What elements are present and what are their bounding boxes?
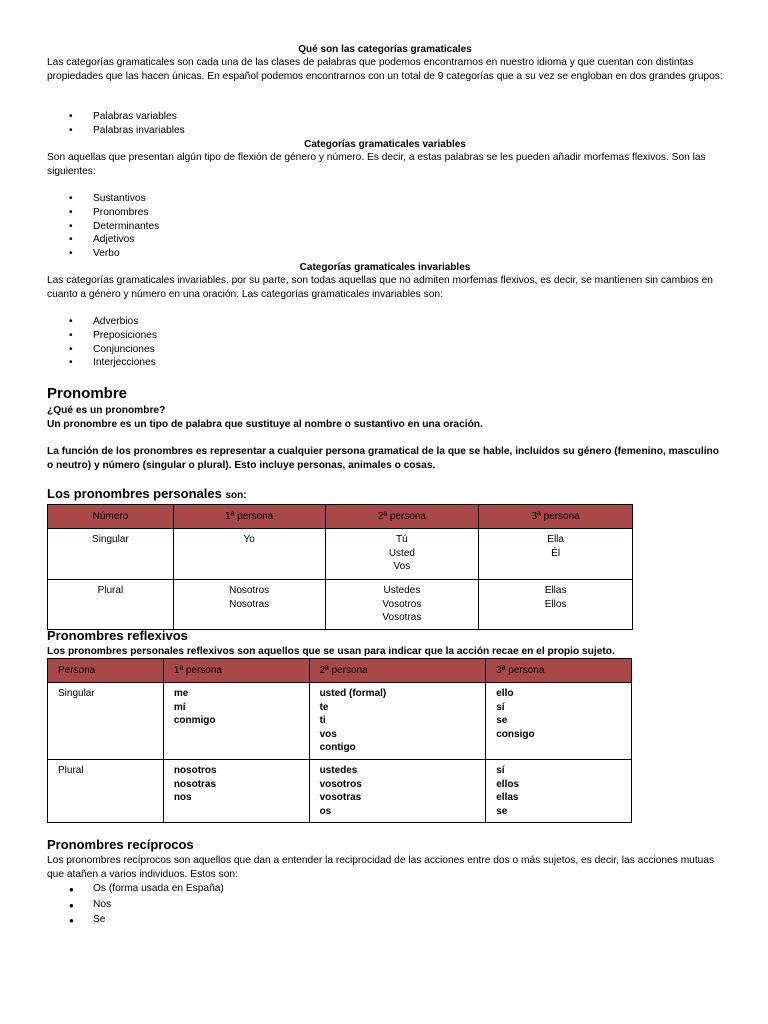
cell-line: Ellas xyxy=(544,585,567,596)
cell-line: Ellos xyxy=(544,598,567,610)
cell-line: Ella xyxy=(547,534,564,545)
table-cell xyxy=(325,580,479,630)
pronombre-heading: Pronombre xyxy=(47,385,128,402)
reflexivos-table xyxy=(47,658,632,823)
table-cell xyxy=(486,683,632,760)
table-cell xyxy=(486,760,632,823)
table-cell: Singular xyxy=(48,683,164,760)
table-row xyxy=(48,683,632,760)
list-item: • Interjecciones xyxy=(47,356,157,370)
table-header-cell: 3ª persona xyxy=(479,505,633,529)
cell-line: consigo xyxy=(496,728,535,740)
list-item: • Adjetivos xyxy=(47,233,159,247)
list-item: • Adverbios xyxy=(47,315,157,329)
list-item: • Verbo xyxy=(47,247,159,261)
pronombre-function: La función de los pronombres es representar a cualquier persona gramatical de la que se hable, incluidos su género (femenino, masculino o neutro) y número (singular o plural). Esto incluye personas, animales o cosas. xyxy=(47,446,719,471)
table-header-cell: Número xyxy=(48,505,174,529)
table-cell xyxy=(325,529,479,580)
cell-line: te xyxy=(319,701,329,713)
table-row xyxy=(48,580,633,630)
table-header-row xyxy=(48,659,632,683)
cell-line: sí xyxy=(496,765,505,776)
cell-line: Vosotros xyxy=(382,598,422,610)
table-cell xyxy=(163,760,309,823)
cell-line: se xyxy=(496,805,508,817)
cell-line: Nosotras xyxy=(229,598,270,610)
table-header-cell: 2ª persona xyxy=(309,659,486,683)
variables-title: Categorías gramaticales variables xyxy=(304,139,466,150)
intro-title: Qué son las categorías gramaticales xyxy=(298,44,472,55)
variables-text: Son aquellas que presentan algún tipo de flexión de género y número. Es decir, a estas palabras se les pueden añadir morfemas flexivos. Son las siguientes: xyxy=(47,152,706,177)
table-cell: Plural xyxy=(48,760,164,823)
cell-line: vos xyxy=(319,728,337,740)
table-cell xyxy=(309,683,486,760)
table-row xyxy=(48,529,633,580)
list-item: • Pronombres xyxy=(47,206,159,220)
cell-line: ellas xyxy=(496,792,519,803)
list-item: • Sustantivos xyxy=(47,192,159,206)
cell-line: Vosotras xyxy=(382,612,422,623)
reflexivos-heading: Pronombres reflexivos xyxy=(47,628,188,643)
cell-line: ellos xyxy=(496,778,520,790)
invariables-list xyxy=(47,315,157,370)
table-header-cell: 2ª persona xyxy=(325,505,479,529)
cell-line: vosotros xyxy=(319,778,362,790)
cell-line: os xyxy=(319,805,332,817)
reciprocos-heading: Pronombres recíprocos xyxy=(47,837,194,852)
list-item: ● Nos xyxy=(47,897,224,913)
list-item: ● Os (forma usada en España) xyxy=(47,881,224,897)
table-cell xyxy=(479,529,633,580)
list-item: ● Se xyxy=(47,912,224,928)
cell-line: se xyxy=(496,715,508,726)
pronombre-answer: Un pronombre es un tipo de palabra que sustituye al nombre o sustantivo en una oración. xyxy=(47,419,483,430)
cell-line: nosotros xyxy=(173,765,217,776)
list-item: • Conjunciones xyxy=(47,343,157,357)
cell-line: usted (formal) xyxy=(319,688,387,699)
table-cell xyxy=(479,580,633,630)
table-row xyxy=(48,760,632,823)
personales-table xyxy=(47,504,633,630)
reciprocos-list xyxy=(47,881,224,928)
cell-line: Ustedes xyxy=(383,585,421,596)
cell-line: contigo xyxy=(319,742,356,753)
cell-line: Vos xyxy=(393,561,411,572)
reciprocos-text: Los pronombres recíprocos son aquellos que dan a entender la reciprocidad de las acciones entre dos o más sujetos, es decir, las acciones mutuas que atañen a varios individuos. Estos son: xyxy=(47,855,715,880)
personales-heading-suffix: son: xyxy=(225,490,247,501)
invariables-text: Las categorías gramaticales invariables, por su parte, son todas aquellas que no admiten morfemas flexivos, es decir, se mantienen sin cambios en cuanto a género y número en una oración. Las categorías gramaticales invariables son: xyxy=(47,275,713,300)
table-cell xyxy=(309,760,486,823)
cell-line: nosotras xyxy=(173,778,217,790)
table-cell xyxy=(163,683,309,760)
cell-line: mí xyxy=(173,701,186,713)
cell-line: ello xyxy=(496,688,514,699)
list-item: • Palabras invariables xyxy=(47,124,185,138)
list-item: • Preposiciones xyxy=(47,329,157,343)
intro-text: Las categorías gramaticales son cada una de las clases de palabras que podemos encontrarnos en nuestro idioma y que cuentan con distintas propiedades que las hacen únicas. En español podemos encontrarnos con un total de 9 categorías que a su vez se engloban en dos grandes grupos: xyxy=(47,57,723,82)
table-header-cell: 1ª persona xyxy=(173,505,325,529)
cell-line: Tú xyxy=(396,534,408,545)
personales-heading-text: Los pronombres personales xyxy=(47,486,222,501)
table-header-cell: Persona xyxy=(48,659,164,683)
cell-line: Nosotros xyxy=(229,585,270,596)
table-header-cell: 3ª persona xyxy=(486,659,632,683)
personales-heading xyxy=(47,486,247,504)
cell-line: Yo xyxy=(243,534,255,545)
list-item: • Palabras variables xyxy=(47,110,185,124)
cell-line: me xyxy=(173,688,189,699)
cell-line: Usted xyxy=(388,547,415,559)
table-cell xyxy=(173,529,325,580)
table-header-row xyxy=(48,505,633,529)
cell-line: conmigo xyxy=(173,715,216,726)
cell-line: Él xyxy=(551,547,561,559)
reflexivos-text: Los pronombres personales reflexivos son aquellos que se usan para indicar que la acción recae en el propio sujeto. xyxy=(47,646,615,657)
cell-line: vosotras xyxy=(319,792,362,803)
table-header-cell: 1ª persona xyxy=(163,659,309,683)
intro-list xyxy=(47,110,185,138)
cell-line: sí xyxy=(496,701,505,713)
table-cell xyxy=(173,580,325,630)
table-cell: Plural xyxy=(48,580,174,630)
variables-list xyxy=(47,192,159,261)
invariables-title: Categorías gramaticales invariables xyxy=(299,262,471,273)
cell-line: ti xyxy=(319,715,326,726)
cell-line: ustedes xyxy=(319,765,358,776)
list-item: • Determinantes xyxy=(47,220,159,234)
cell-line: nos xyxy=(173,792,192,803)
table-cell: Singular xyxy=(48,529,174,580)
pronombre-question: ¿Qué es un pronombre? xyxy=(47,405,166,416)
